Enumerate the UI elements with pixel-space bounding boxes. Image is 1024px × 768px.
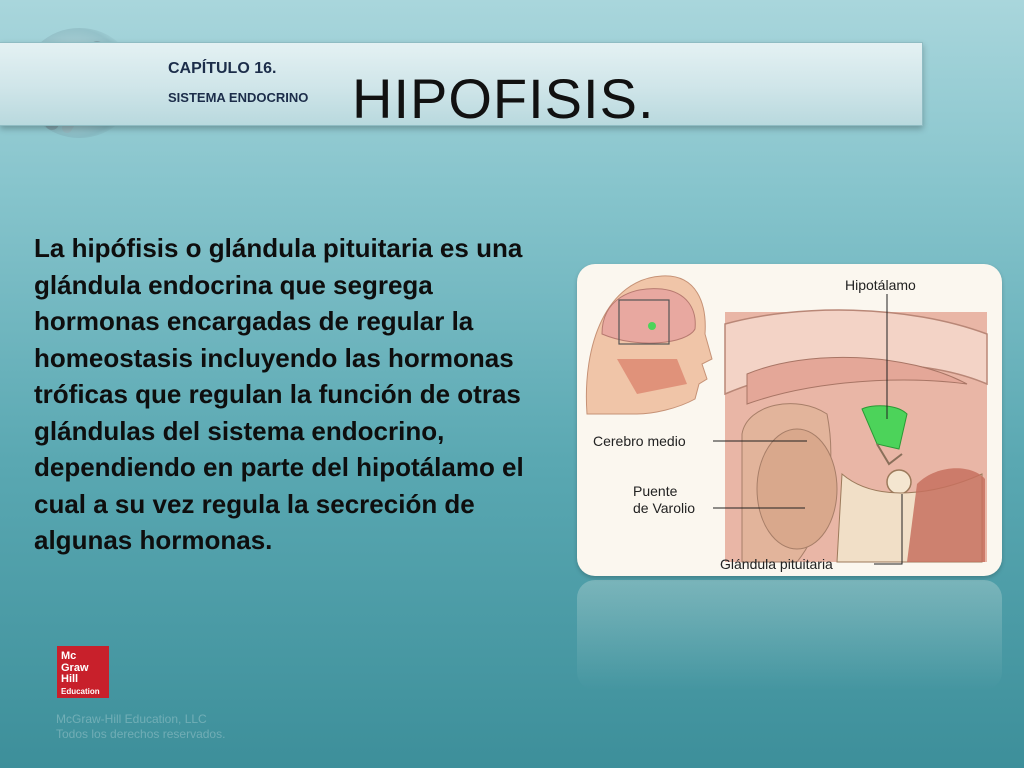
label-pons-line1: Puente (633, 483, 678, 499)
figure-reflection (577, 580, 1002, 690)
label-pons-line2: de Varolio (633, 500, 696, 516)
body-paragraph: La hipófisis o glándula pituitaria es una glándula endocrina que segrega hormonas encargadas de regular la homeostasis incluyendo las hormonas tróficas que regulan la función de otras glándulas del sistema endocrino, dependiendo en parte del hipotálamo el cual a su vez regula la secreción de algunas hormonas. (34, 233, 524, 555)
label-pituitary: Glándula pituitaria (720, 556, 833, 572)
label-hypothalamus: Hipotálamo (845, 277, 916, 293)
head-profile-inset (586, 276, 712, 414)
pituitary-anatomy-figure (577, 264, 1002, 576)
label-midbrain: Cerebro medio (593, 433, 686, 449)
mcgraw-hill-logo: Mc Graw Hill Education (57, 646, 109, 698)
brain-cross-section (725, 310, 987, 562)
copyright-notice: McGraw-Hill Education, LLC Todos los derechos reservados. (56, 712, 226, 741)
chapter-label: CAPÍTULO 16. (168, 60, 277, 77)
slide-title: HIPOFISIS. (352, 67, 655, 130)
system-label: SISTEMA ENDOCRINO (168, 90, 309, 105)
